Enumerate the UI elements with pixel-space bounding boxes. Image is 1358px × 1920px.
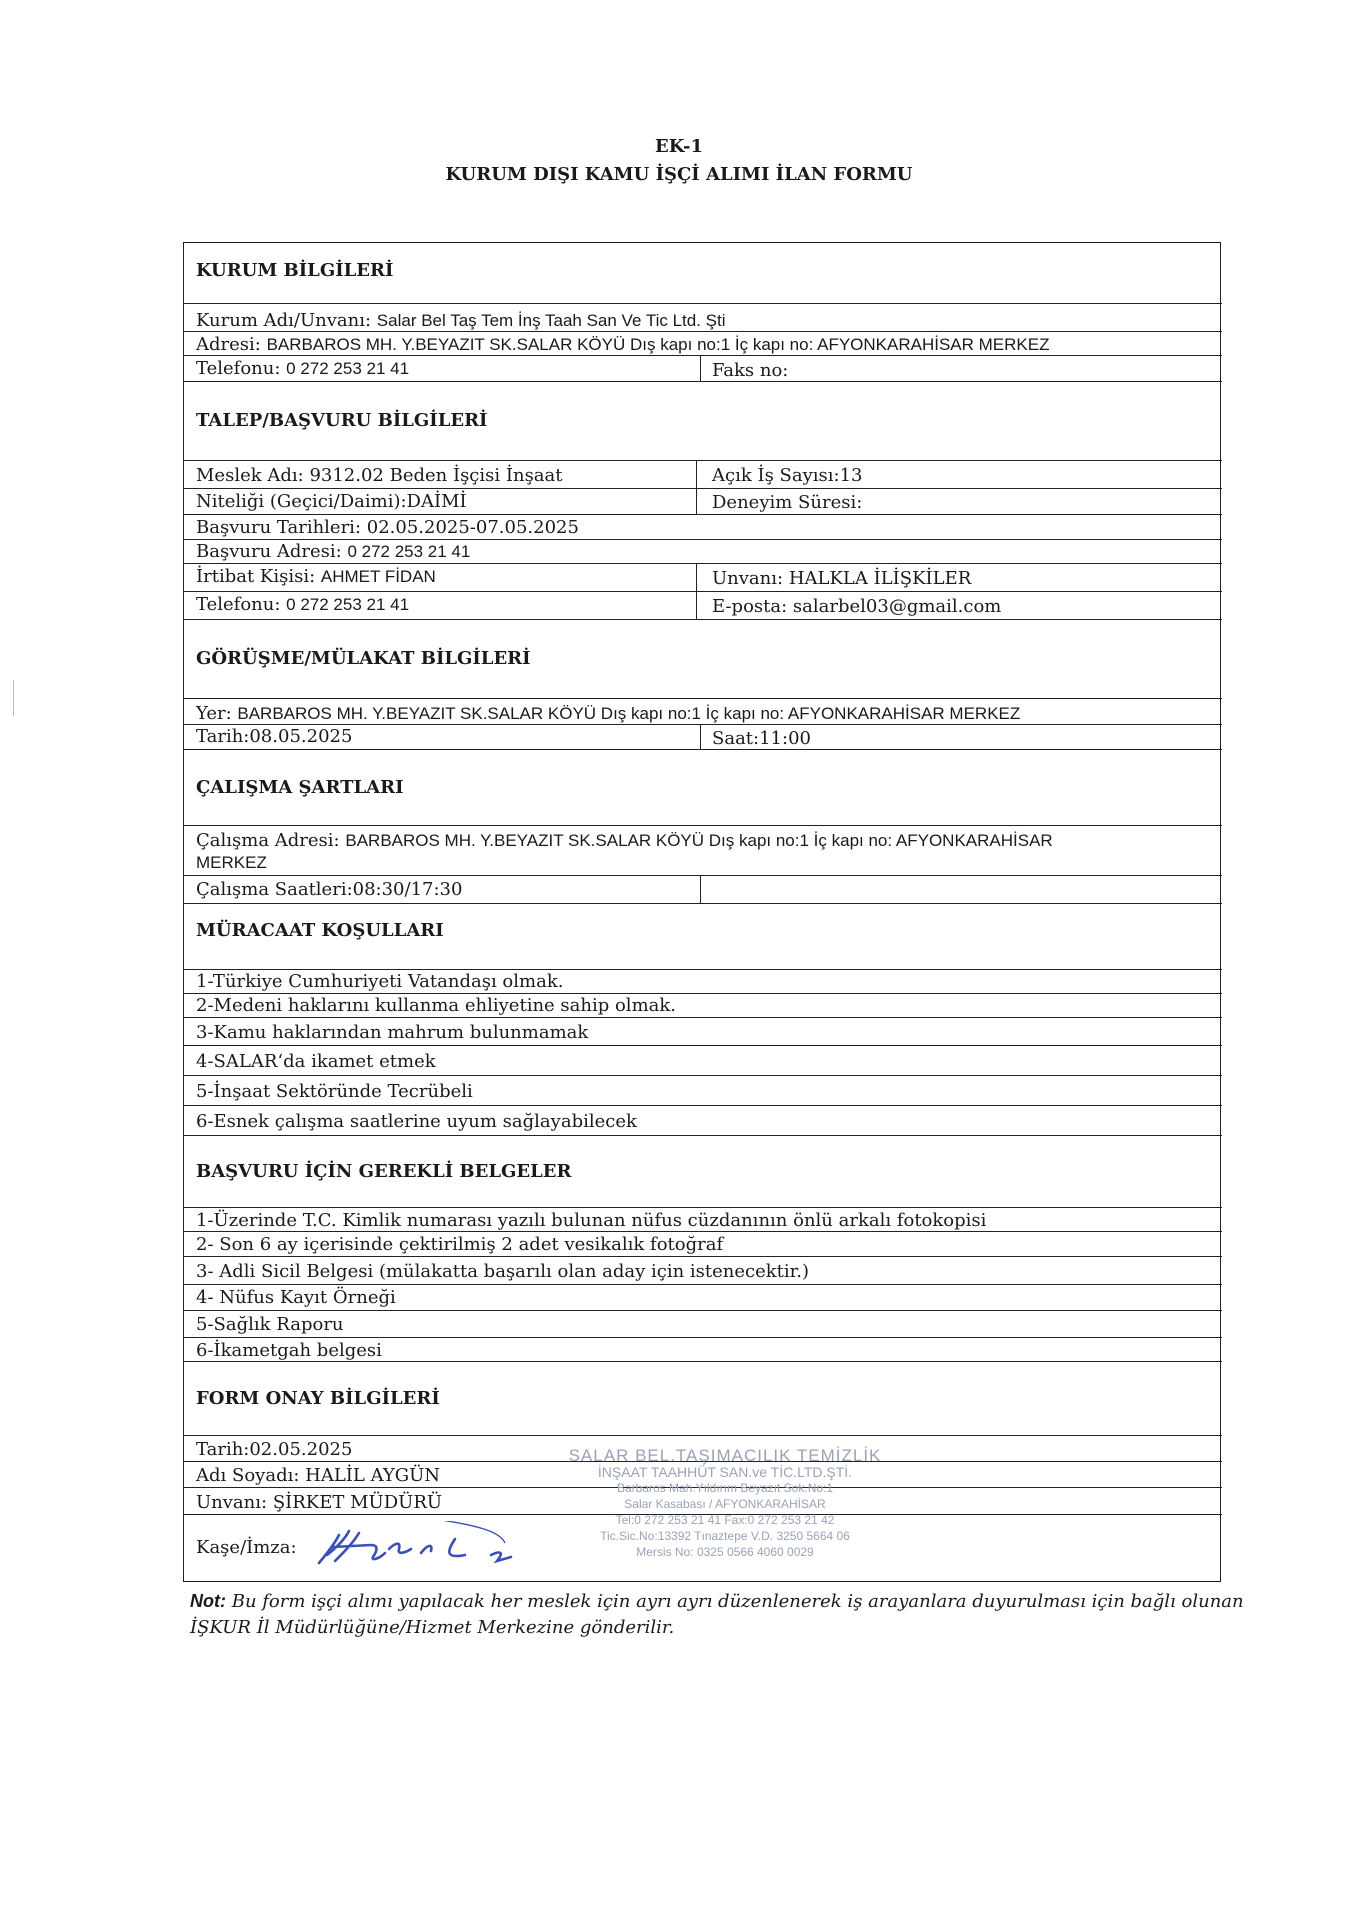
signature	[315, 1521, 555, 1581]
kurum-phone-label: Telefonu:	[196, 358, 281, 379]
work-address-row	[184, 826, 1222, 876]
annex-label: EK-1	[654, 136, 704, 157]
approval-name-value: HALİL AYGÜN	[305, 1465, 441, 1486]
requirement-item: 5-İnşaat Sektöründe Tecrübeli	[196, 1081, 473, 1102]
list-item	[184, 1208, 1222, 1232]
list-item	[184, 1046, 1222, 1076]
open-jobs-label: Açık İş Sayısı:	[712, 465, 840, 486]
document-item: 6-İkametgah belgesi	[196, 1340, 382, 1361]
list-item	[184, 1257, 1222, 1285]
requirement-item: 3-Kamu haklarından mahrum bulunmamak	[196, 1022, 589, 1043]
kurum-fax-label: Faks no:	[712, 360, 789, 381]
divider	[696, 489, 697, 514]
approval-name-label: Adı Soyadı:	[196, 1465, 300, 1486]
occupation-value: 9312.02 Beden İşçisi İnşaat	[309, 465, 563, 486]
section-title-kurum: KURUM BİLGİLERİ	[196, 260, 394, 281]
kurum-address-row	[184, 332, 1222, 356]
email-value: salarbel03@gmail.com	[792, 596, 1002, 617]
occupation-row	[184, 461, 1222, 489]
nature-label: Niteliği (Geçici/Daimi):	[196, 491, 407, 512]
form-header	[0, 133, 1358, 189]
form-title: KURUM DIŞI KAMU İŞÇİ ALIMI İLAN FORMU	[445, 164, 913, 185]
interview-place-row	[184, 699, 1222, 725]
divider	[700, 356, 701, 381]
kurum-name-value: Salar Bel Taş Tem İnş Taah San Ve Tic Ltd. Şti	[376, 311, 726, 330]
scan-mark	[13, 680, 14, 716]
experience-label: Deneyim Süresi:	[712, 492, 863, 513]
stamp-signature-label: Kaşe/İmza:	[196, 1537, 297, 1558]
nature-value: DAİMİ	[406, 491, 467, 512]
note-text: Bu form işçi alımı yapılacak her meslek için ayrı ayrı düzenlenerek iş arayanlara duyurulması için bağlı olunan İŞKUR İl Müdürlüğüne/Hizmet Merkezine gönderilir.	[190, 1591, 1244, 1638]
document-item: 5-Sağlık Raporu	[196, 1314, 344, 1335]
divider	[700, 876, 701, 903]
kurum-phone-row	[184, 356, 1222, 382]
open-jobs-value: 13	[839, 465, 863, 486]
stamp-line: SALAR BEL.TAŞIMACILIK TEMİZLİK	[568, 1446, 882, 1465]
contact-label: İrtibat Kişisi:	[196, 566, 316, 587]
nature-row	[184, 489, 1222, 515]
company-stamp	[530, 1448, 920, 1560]
apply-address-row	[184, 540, 1222, 564]
approval-date-label: Tarih:	[196, 1439, 250, 1460]
list-item	[184, 1106, 1222, 1136]
kurum-address-value: BARBAROS MH. Y.BEYAZIT SK.SALAR KÖYÜ Dış kapı no:1 İç kapı no: AFYONKARAHİSAR MERKEZ	[266, 335, 1050, 354]
list-item	[184, 1311, 1222, 1338]
note-label: Not:	[190, 1591, 226, 1611]
interview-time-value: 11:00	[759, 728, 811, 749]
section-title-onay: FORM ONAY BİLGİLERİ	[196, 1388, 440, 1409]
apply-address-label: Başvuru Adresi:	[196, 541, 342, 562]
list-item	[184, 1285, 1222, 1311]
list-item	[184, 1338, 1222, 1362]
list-item	[184, 1232, 1222, 1257]
talep-phone-row	[184, 592, 1222, 620]
dates-row	[184, 515, 1222, 540]
occupation-label: Meslek Adı:	[196, 465, 304, 486]
kurum-name-label: Kurum Adı/Unvanı:	[196, 310, 372, 331]
interview-time-label: Saat:	[712, 728, 760, 749]
dates-label: Başvuru Tarihleri:	[196, 517, 362, 538]
requirement-item: 2-Medeni haklarını kullanma ehliyetine sahip olmak.	[196, 995, 676, 1016]
divider	[696, 592, 697, 619]
section-title-gorusme: GÖRÜŞME/MÜLAKAT BİLGİLERİ	[196, 648, 531, 669]
interview-date-value: 08.05.2025	[249, 726, 353, 747]
announcement-form	[183, 242, 1221, 1582]
list-item	[184, 1076, 1222, 1106]
work-hours-label: Çalışma Saatleri:	[196, 879, 353, 900]
kurum-phone-value: 0 272 253 21 41	[286, 359, 410, 378]
work-hours-row	[184, 876, 1222, 904]
stamp-line: Barbaros Mah.Yıldırım Beyazıt Sok.No:1	[616, 1481, 834, 1495]
contact-title-label: Unvanı:	[712, 568, 784, 589]
divider	[696, 461, 697, 488]
approval-date-value: 02.05.2025	[249, 1439, 353, 1460]
stamp-line: İNŞAAT TAAHHÜT SAN.ve TİC.LTD.ŞTİ.	[597, 1464, 853, 1480]
section-title-muracaat: MÜRACAAT KOŞULLARI	[196, 920, 444, 941]
work-address-value-cont: MERKEZ	[196, 853, 267, 872]
kurum-address-label: Adresi:	[196, 334, 261, 355]
divider	[700, 725, 701, 749]
document-item: 3- Adli Sicil Belgesi (mülakatta başarılı olan aday için istenecektir.)	[196, 1261, 810, 1282]
document-item: 4- Nüfus Kayıt Örneği	[196, 1287, 396, 1308]
contact-title-value: HALKLA İLİŞKİLER	[788, 568, 972, 589]
contact-row	[184, 564, 1222, 592]
dates-value: 02.05.2025-07.05.2025	[366, 517, 579, 538]
document-item: 1-Üzerinde T.C. Kimlik numarası yazılı bulunan nüfus cüzdanının önlü arkalı fotokopisi	[196, 1210, 987, 1231]
stamp-line: Tic.Sic.No:13392 Tınaztepe V.D. 3250 5664 06	[600, 1529, 850, 1543]
stamp-line: Salar Kasabası / AFYONKARAHİSAR	[624, 1497, 826, 1511]
talep-phone-label: Telefonu:	[196, 594, 281, 615]
footer-note	[190, 1588, 1250, 1641]
apply-address-value: 0 272 253 21 41	[347, 542, 471, 561]
interview-place-label: Yer:	[196, 703, 232, 724]
interview-date-label: Tarih:	[196, 726, 250, 747]
email-label: E-posta:	[712, 596, 788, 617]
talep-phone-value: 0 272 253 21 41	[286, 595, 410, 614]
divider	[696, 564, 697, 591]
requirement-item: 6-Esnek çalışma saatlerine uyum sağlayabilecek	[196, 1111, 637, 1132]
list-item	[184, 994, 1222, 1018]
work-address-label: Çalışma Adresi:	[196, 830, 340, 851]
section-title-calisma: ÇALIŞMA ŞARTLARI	[196, 777, 404, 798]
requirement-item: 1-Türkiye Cumhuriyeti Vatandaşı olmak.	[196, 971, 564, 992]
stamp-line: Mersis No: 0325 0566 4060 0029	[636, 1545, 814, 1559]
document-item: 2- Son 6 ay içerisinde çektirilmiş 2 adet vesikalık fotoğraf	[196, 1234, 724, 1255]
approval-title-label: Unvanı:	[196, 1492, 268, 1513]
kurum-name-row	[184, 304, 1222, 332]
interview-date-row	[184, 725, 1222, 750]
contact-value: AHMET FİDAN	[320, 567, 436, 586]
stamp-line: Tel:0 272 253 21 41 Fax:0 272 253 21 42	[615, 1513, 835, 1527]
list-item	[184, 1018, 1222, 1046]
section-title-belgeler: BAŞVURU İÇİN GEREKLİ BELGELER	[196, 1161, 572, 1182]
approval-title-value: ŞİRKET MÜDÜRÜ	[272, 1492, 443, 1513]
requirement-item: 4-SALAR‘da ikamet etmek	[196, 1051, 436, 1072]
section-title-talep: TALEP/BAŞVURU BİLGİLERİ	[196, 410, 488, 431]
work-hours-value: 08:30/17:30	[352, 879, 463, 900]
list-item	[184, 970, 1222, 994]
work-address-value: BARBAROS MH. Y.BEYAZIT SK.SALAR KÖYÜ Dış kapı no:1 İç kapı no: AFYONKARAHİSAR	[345, 831, 1053, 850]
interview-place-value: BARBAROS MH. Y.BEYAZIT SK.SALAR KÖYÜ Dış kapı no:1 İç kapı no: AFYONKARAHİSAR MERKEZ	[237, 704, 1021, 723]
